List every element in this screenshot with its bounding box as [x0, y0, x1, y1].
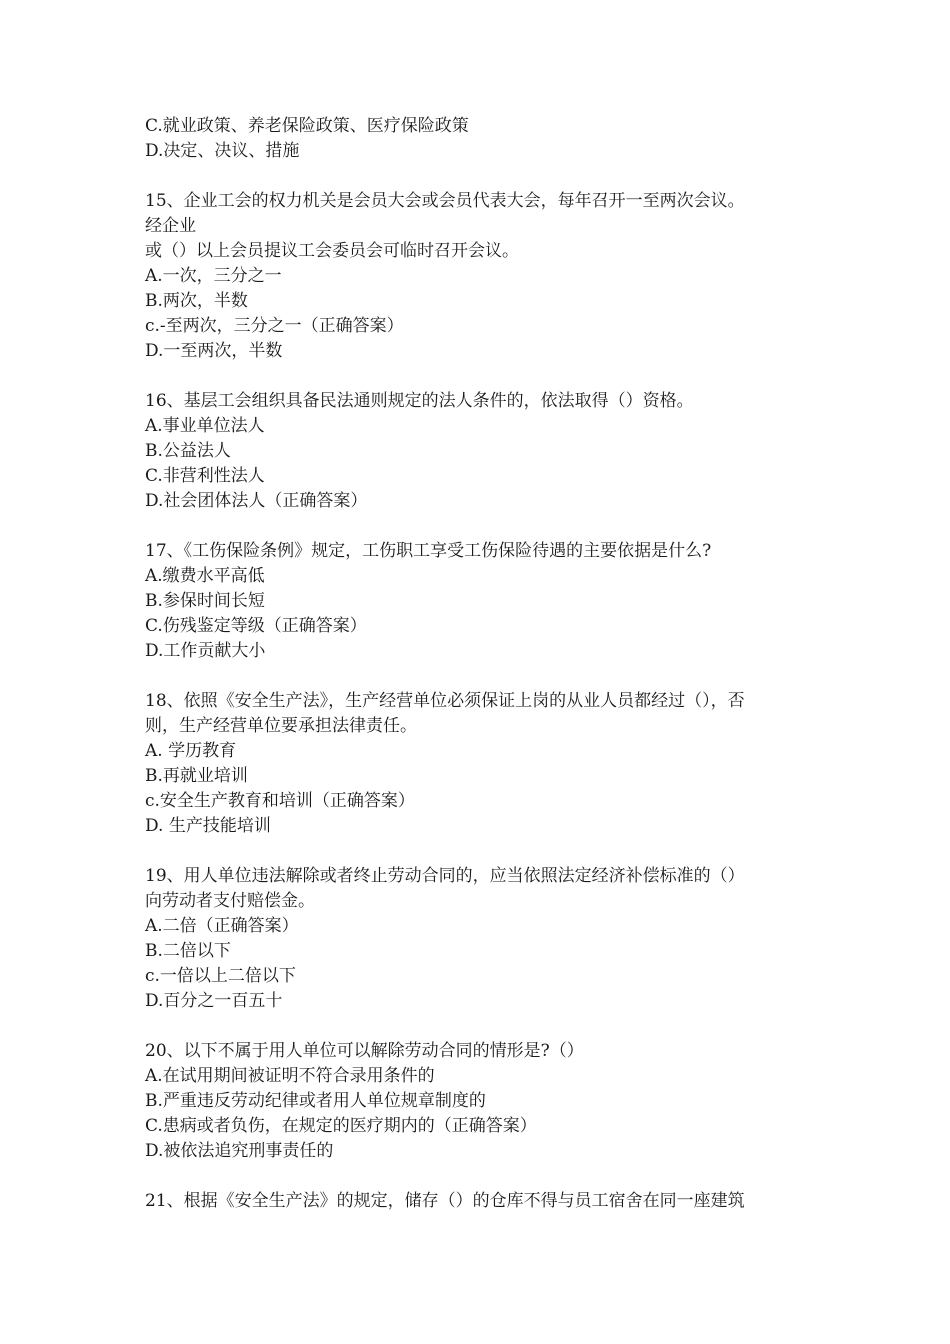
- option-line: A.事业单位法人: [145, 416, 265, 436]
- option-line: A.一次，三分之一: [145, 266, 282, 286]
- option-line: B.再就业培训: [145, 766, 248, 786]
- question-text: 21、根据《安全生产法》的规定，储存（）的仓库不得与员工宿舍在同一座建筑: [145, 1191, 745, 1211]
- option-line: D.工作贡献大小: [145, 641, 266, 661]
- option-line: C.伤残鉴定等级（正确答案）: [145, 616, 367, 636]
- option-line: A. 学历教育: [145, 741, 237, 761]
- question-text: 20、以下不属于用人单位可以解除劳动合同的情形是?（）: [145, 1041, 584, 1061]
- document-body: [145, 114, 810, 1214]
- question-block: [145, 1189, 810, 1214]
- option-line: D.一至两次，半数: [145, 341, 283, 361]
- option-line: c.一倍以上二倍以下: [145, 966, 296, 986]
- option-line: B.二倍以下: [145, 941, 231, 961]
- option-line: c.-至两次，三分之一（正确答案）: [145, 316, 404, 336]
- option-line: D. 生产技能培训: [145, 816, 271, 836]
- option-line: A.在试用期间被证明不符合录用条件的: [145, 1066, 435, 1086]
- question-text: 则，生产经营单位要承担法律责任。: [145, 716, 417, 736]
- question-block: [145, 114, 810, 164]
- question-text: 18、依照《安全生产法》，生产经营单位必须保证上岗的从业人员都经过（），否: [145, 691, 745, 711]
- question-text: 15、企业工会的权力机关是会员大会或会员代表大会，每年召开一至两次会议。: [145, 191, 745, 211]
- question-block: [145, 689, 810, 839]
- question-text: 经企业: [145, 216, 196, 236]
- option-line: B.公益法人: [145, 441, 231, 461]
- option-line: A.缴费水平高低: [145, 566, 265, 586]
- option-line: C.患病或者负伤，在规定的医疗期内的（正确答案）: [145, 1116, 537, 1136]
- option-line: D.被依法追究刑事责任的: [145, 1141, 334, 1161]
- question-block: [145, 864, 810, 1014]
- question-text: 16、基层工会组织具备民法通则规定的法人条件的，依法取得（）资格。: [145, 391, 694, 411]
- option-line: C.就业政策、养老保险政策、医疗保险政策: [145, 116, 469, 136]
- question-block: [145, 539, 810, 664]
- option-line: c.安全生产教育和培训（正确答案）: [145, 791, 415, 811]
- option-line: B.两次，半数: [145, 291, 248, 311]
- question-block: [145, 1039, 810, 1164]
- option-line: B.严重违反劳动纪律或者用人单位规章制度的: [145, 1091, 486, 1111]
- question-block: [145, 189, 810, 364]
- question-text: 19、用人单位违法解除或者终止劳动合同的，应当依照法定经济补偿标准的（）: [145, 866, 745, 886]
- question-text: 17、《工伤保险条例》规定，工伤职工享受工伤保险待遇的主要依据是什么?: [145, 541, 712, 561]
- option-line: B.参保时间长短: [145, 591, 265, 611]
- option-line: D.社会团体法人（正确答案）: [145, 491, 368, 511]
- question-text: 或（）以上会员提议工会委员会可临时召开会议。: [145, 241, 519, 261]
- option-line: C.非营利性法人: [145, 466, 265, 486]
- question-text: 向劳动者支付赔偿金。: [145, 891, 315, 911]
- option-line: D.百分之一百五十: [145, 991, 283, 1011]
- option-line: A.二倍（正确答案）: [145, 916, 299, 936]
- option-line: D.决定、决议、措施: [145, 141, 300, 161]
- question-block: [145, 389, 810, 514]
